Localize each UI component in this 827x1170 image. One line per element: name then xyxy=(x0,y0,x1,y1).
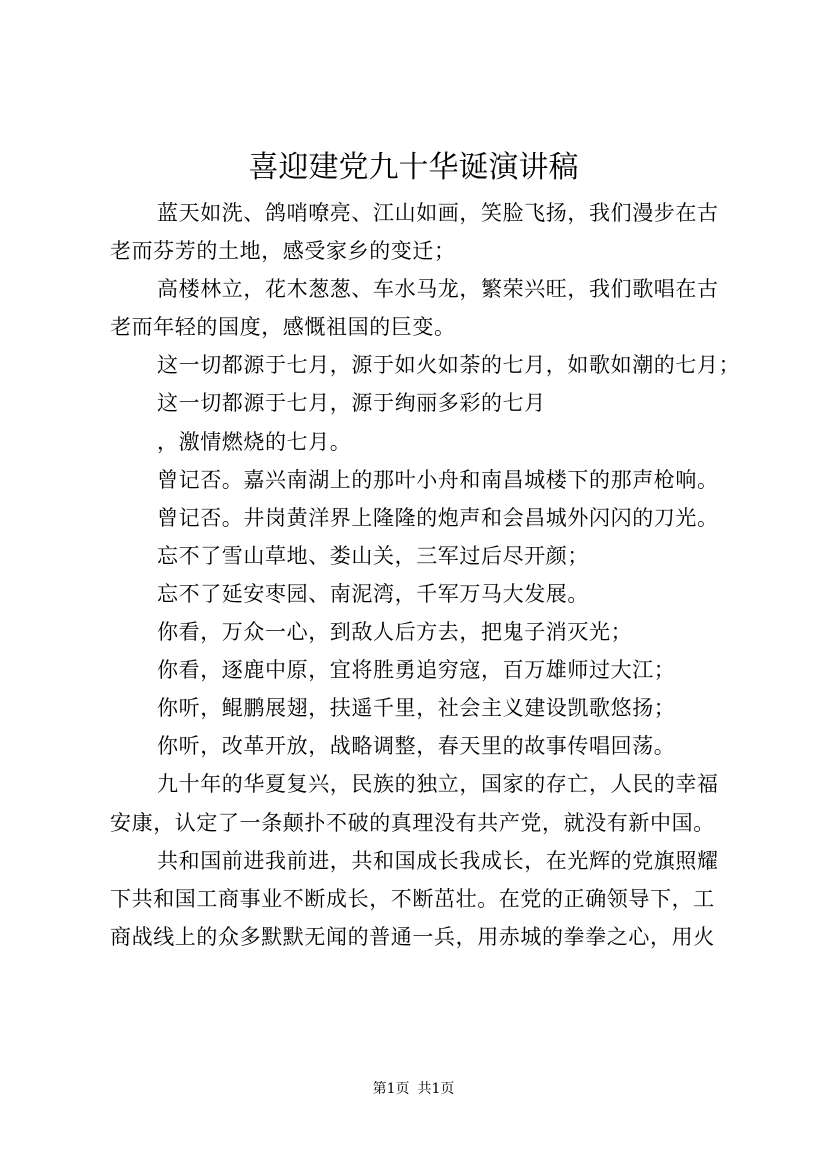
body-line: 高楼林立，花木葱葱、车水马龙，繁荣兴旺，我们歌唱在古 xyxy=(157,277,719,302)
body-line: 你看，万众一心，到敌人后方去，把鬼子消灭光； xyxy=(157,620,633,645)
body-line: 你听，改革开放，战略调整，春天里的故事传唱回荡。 xyxy=(157,734,676,759)
body-line: 九十年的华夏复兴，民族的独立，国家的存亡，人民的幸福 xyxy=(157,772,719,797)
page-footer xyxy=(0,1079,827,1099)
body-line: 蓝天如洗、鸽哨嘹亮、江山如画，笑脸飞扬，我们漫步在古 xyxy=(157,201,719,225)
body-line: 安康，认定了一条颠扑不破的真理没有共产党，就没有新中国。 xyxy=(110,810,715,835)
body-line: 你看，逐鹿中原，宜将胜勇追穷寇，百万雄师过大江； xyxy=(157,658,676,683)
body-line: 曾记否。嘉兴南湖上的那叶小舟和南昌城楼下的那声枪响。 xyxy=(157,467,719,492)
body-line: 曾记否。井岗黄洋界上隆隆的炮声和会昌城外闪闪的刀光。 xyxy=(157,505,719,530)
body-line: 这一切都源于七月，源于绚丽多彩的七月 xyxy=(157,391,546,416)
body-line: 老而年轻的国度，感慨祖国的巨变。 xyxy=(110,315,456,340)
document-body xyxy=(110,194,746,956)
body-line: 商战线上的众多默默无闻的普通一兵，用赤城的拳拳之心，用火 xyxy=(110,924,715,949)
body-line: 下共和国工商事业不断成长，不断茁壮。在党的正确领导下，工 xyxy=(110,886,715,911)
body-line: 你听，鲲鹏展翅，扶遥千里，社会主义建设凯歌悠扬； xyxy=(157,696,676,721)
body-line: 共和国前进我前进，共和国成长我成长，在光辉的党旗照耀 xyxy=(157,848,719,873)
body-line: ，激情燃烧的七月。 xyxy=(157,429,352,454)
page-number: 第1页 xyxy=(372,1081,410,1097)
body-line: 忘不了雪山草地、娄山关，三军过后尽开颜； xyxy=(157,543,589,568)
body-line: 这一切都源于七月，源于如火如荼的七月，如歌如潮的七月； xyxy=(157,353,741,378)
document-title: 喜迎建党九十华诞演讲稿 xyxy=(248,150,579,185)
page-total: 共1页 xyxy=(417,1081,455,1097)
body-line: 忘不了延安枣园、南泥湾，千军万马大发展。 xyxy=(157,581,589,606)
body-line: 老而芬芳的土地，感受家乡的变迁； xyxy=(110,239,456,264)
